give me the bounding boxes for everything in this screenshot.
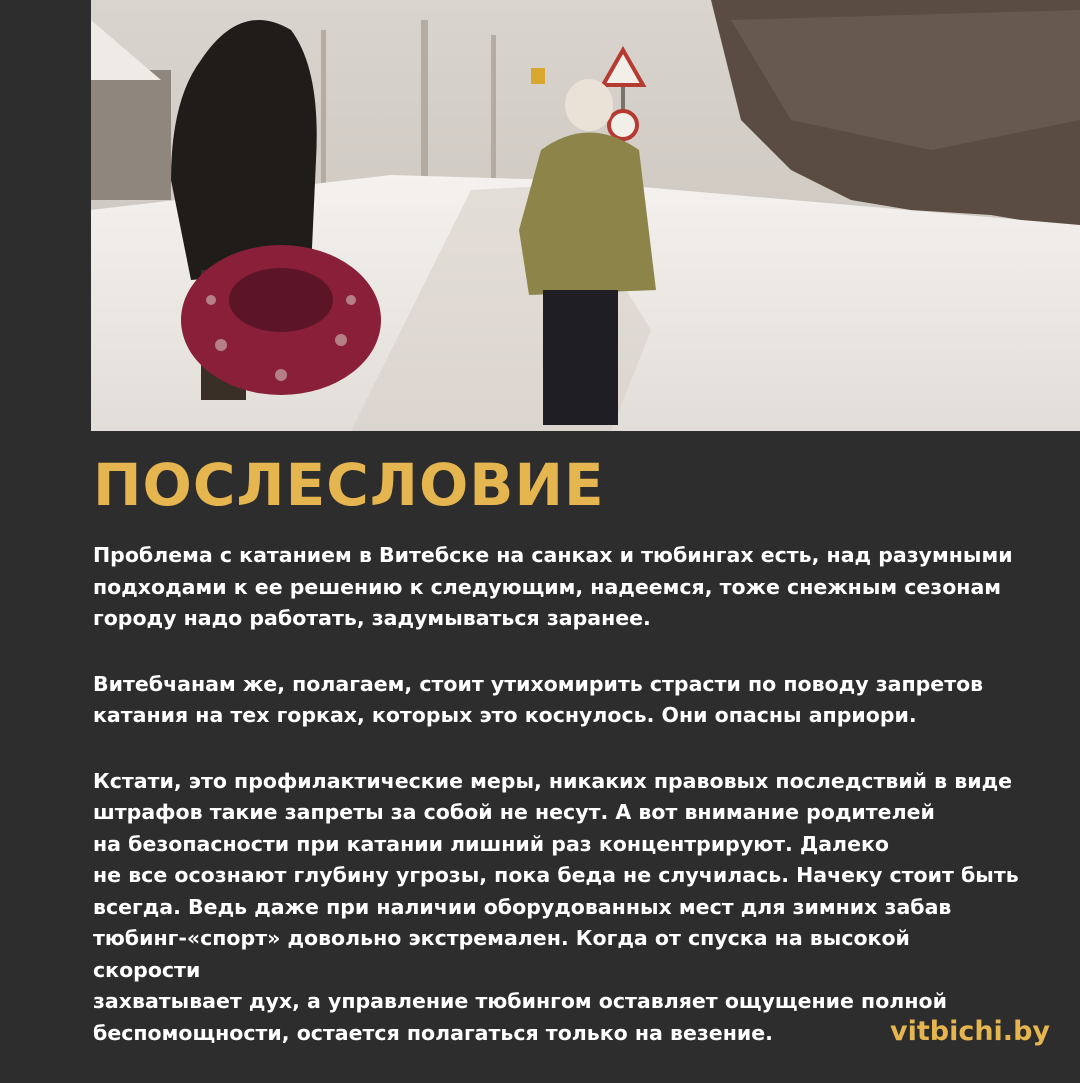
winter-scene-illustration [91, 0, 1080, 431]
paragraph-2: Витебчанам же, полагаем, стоит утихомирить страсти по поводу запретов катания на тех горках, которых это коснулось. Они опасны априори. [93, 671, 984, 727]
section-title: ПОСЛЕСЛОВИЕ [93, 451, 605, 519]
site-watermark: vitbichi.by [889, 1016, 1050, 1047]
article-body [93, 540, 1023, 1083]
paragraph-3: Кстати, это профилактические меры, никаких правовых последствий в виде штрафов такие запреты за собой не несут. А вот внимание родителей на безопасности при катании лишний раз концентрируют. Далеко не все осознают глубину угрозы, пока беда не случилась. Начеку стоит быть всегда. Ведь даже при наличии оборудованных мест для зимних забав тюбинг-«спорт» довольно экстремален. Когда от спуска на высокой скорости захватывает дух, а управление тюбингом оставляет ощущение полной беспомощности, остается полагаться только на везение. [93, 768, 1019, 1045]
paragraph-1: Проблема с катанием в Витебске на санках и тюбингах есть, над разумными подходами к ее решению к следующим, надеемся, тоже снежным сезонам городу надо работать, задумываться заранее. [93, 543, 1013, 630]
hero-photo [91, 0, 1080, 431]
